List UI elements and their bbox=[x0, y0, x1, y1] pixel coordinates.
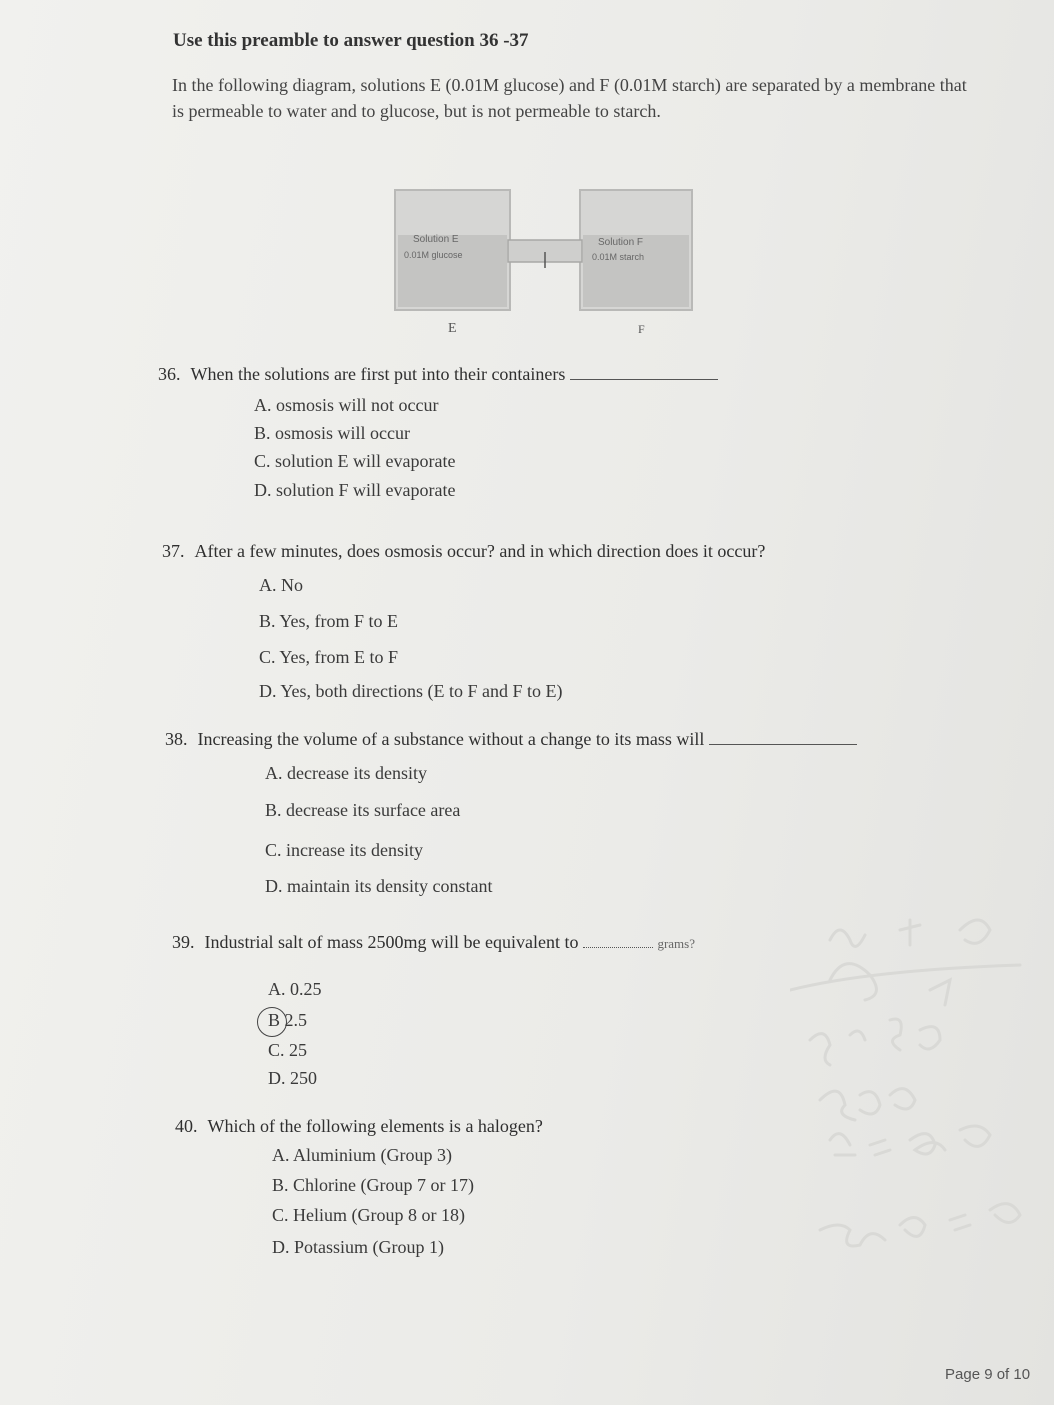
solution-f-conc: 0.01M starch bbox=[592, 252, 645, 262]
page-number: Page 9 of 10 bbox=[945, 1366, 1031, 1383]
option-39-b: B 2.5 bbox=[268, 1010, 308, 1030]
option-39-c: C. 25 bbox=[268, 1040, 308, 1060]
option-36-c: C. solution E will evaporate bbox=[254, 451, 456, 471]
question-36 bbox=[158, 364, 718, 385]
option-38-d: D. maintain its density constant bbox=[265, 876, 493, 896]
option-37-a: A. No bbox=[259, 575, 303, 595]
preamble-text: In the following diagram, solutions E (0.01M glucose) and F (0.01M starch) are separated by a membrane that is permeable to water and to glucose, but is not permeable to starch. bbox=[172, 75, 967, 121]
question-suffix: grams? bbox=[657, 936, 695, 951]
solution-e bbox=[398, 235, 507, 307]
question-number: 36. bbox=[158, 364, 181, 384]
question-38 bbox=[165, 729, 857, 750]
osmosis-diagram bbox=[380, 170, 710, 340]
preamble-title: Use this preamble to answer question 36 -37 bbox=[173, 30, 529, 51]
question-39 bbox=[172, 932, 695, 953]
option-36-d: D. solution F will evaporate bbox=[254, 480, 456, 500]
beaker-e-name: E bbox=[448, 321, 457, 336]
answer-blank bbox=[583, 933, 653, 948]
question-37 bbox=[162, 541, 765, 562]
question-40 bbox=[175, 1116, 543, 1137]
option-40-a: A. Aluminium (Group 3) bbox=[272, 1145, 452, 1165]
answer-blank bbox=[709, 730, 857, 745]
question-number: 40. bbox=[175, 1116, 198, 1136]
option-38-a: A. decrease its density bbox=[265, 763, 427, 783]
question-text: Which of the following elements is a halogen? bbox=[207, 1116, 543, 1136]
option-37-c: C. Yes, from E to F bbox=[259, 647, 399, 667]
solution-e-conc: 0.01M glucose bbox=[404, 250, 463, 260]
option-36-b: B. osmosis will occur bbox=[254, 423, 410, 443]
handwritten-notes bbox=[790, 900, 1054, 1260]
option-39-d: D. 250 bbox=[268, 1068, 317, 1088]
option-40-b: B. Chlorine (Group 7 or 17) bbox=[272, 1175, 474, 1195]
question-text: When the solutions are first put into their containers bbox=[190, 364, 566, 384]
option-38-c: C. increase its density bbox=[265, 840, 423, 860]
question-text: Industrial salt of mass 2500mg will be equivalent to bbox=[204, 932, 579, 952]
answer-blank bbox=[570, 365, 718, 380]
question-number: 38. bbox=[165, 729, 188, 749]
option-36-a: A. osmosis will not occur bbox=[254, 395, 439, 415]
solution-f-label: Solution F bbox=[598, 237, 644, 248]
beaker-f-name: F bbox=[638, 322, 645, 336]
option-40-d: D. Potassium (Group 1) bbox=[272, 1237, 444, 1257]
option-39-a: A. 0.25 bbox=[268, 979, 322, 999]
option-38-b: B. decrease its surface area bbox=[265, 800, 461, 820]
question-number: 39. bbox=[172, 932, 195, 952]
question-text: Increasing the volume of a substance without a change to its mass will bbox=[197, 729, 705, 749]
option-37-d: D. Yes, both directions (E to F and F to E) bbox=[259, 681, 563, 701]
question-text: After a few minutes, does osmosis occur? and in which direction does it occur? bbox=[194, 541, 766, 561]
solution-e-label: Solution E bbox=[413, 234, 459, 245]
question-number: 37. bbox=[162, 541, 185, 561]
option-40-c: C. Helium (Group 8 or 18) bbox=[272, 1205, 465, 1225]
option-37-b: B. Yes, from F to E bbox=[259, 611, 399, 631]
